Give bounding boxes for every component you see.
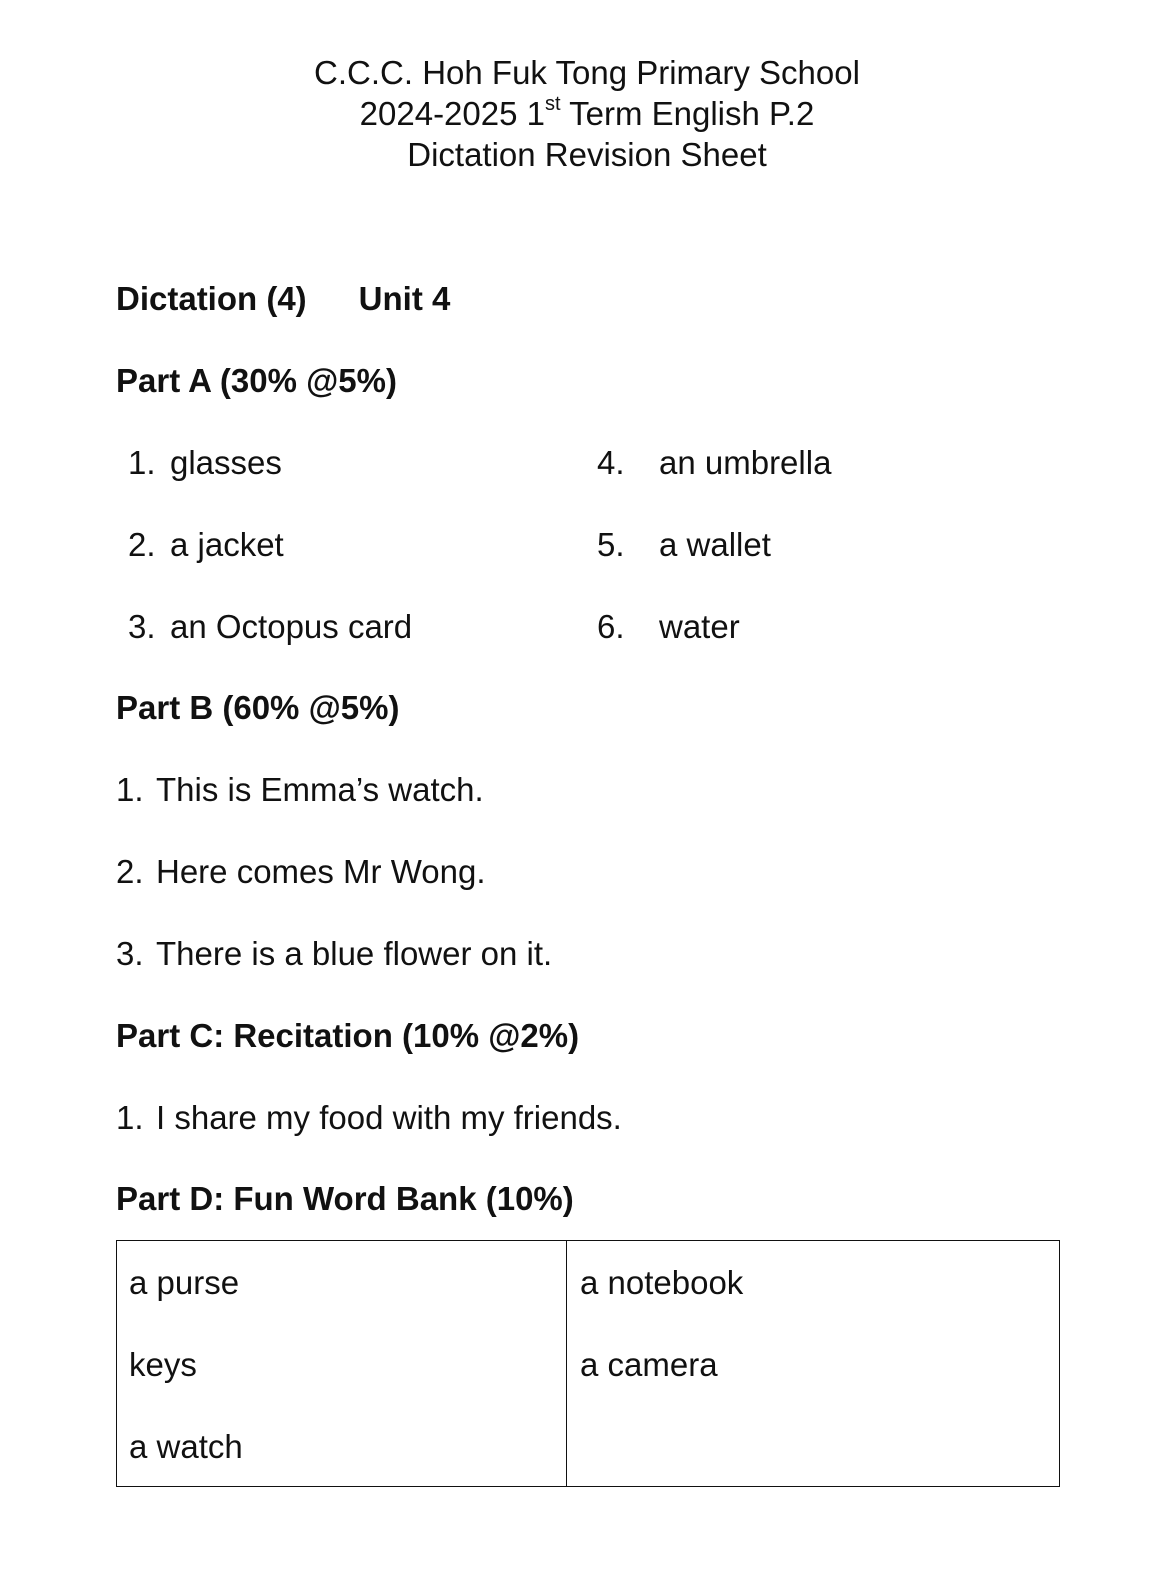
item-number: 3. <box>128 608 156 645</box>
word-bank-word: a notebook <box>580 1264 744 1301</box>
word-bank-word: keys <box>129 1346 197 1383</box>
sheet-title: Dictation Revision Sheet <box>407 136 767 173</box>
dictation-heading <box>116 279 450 319</box>
item-text: a jacket <box>170 526 284 563</box>
part-a-item <box>128 525 284 565</box>
item-text: glasses <box>170 444 282 481</box>
item-number: 6. <box>597 608 625 645</box>
item-text: I share my food with my friends. <box>156 1099 622 1136</box>
school-name: C.C.C. Hoh Fuk Tong Primary School <box>314 54 860 91</box>
item-number: 2. <box>116 853 144 890</box>
part-d-heading: Part D: Fun Word Bank (10%) <box>116 1180 574 1217</box>
part-c-item <box>116 1098 622 1138</box>
unit-label: Unit 4 <box>358 280 451 317</box>
item-number: 1. <box>116 771 144 808</box>
item-number: 1. <box>128 444 156 481</box>
item-number: 1. <box>116 1099 144 1136</box>
word-bank-right-column <box>567 1241 1059 1486</box>
item-text: There is a blue flower on it. <box>156 935 553 972</box>
item-text: water <box>659 608 740 645</box>
word-bank-left-column <box>117 1241 567 1486</box>
part-c-heading: Part C: Recitation (10% @2%) <box>116 1017 580 1054</box>
item-number: 2. <box>128 526 156 563</box>
item-text: a wallet <box>659 526 771 563</box>
term-prefix: 2024-2025 1 <box>359 95 545 132</box>
term-ordinal: st <box>545 93 561 115</box>
part-a-item <box>128 607 412 647</box>
dictation-label: Dictation (4) <box>116 280 307 317</box>
word-bank-word: a watch <box>129 1428 243 1465</box>
part-a-item <box>597 607 740 647</box>
part-b-heading: Part B (60% @5%) <box>116 689 400 726</box>
item-number: 5. <box>597 526 625 563</box>
item-text: This is Emma’s watch. <box>156 771 484 808</box>
item-number: 3. <box>116 935 144 972</box>
word-bank-word: a purse <box>129 1264 240 1301</box>
part-a-item <box>597 443 831 483</box>
term-line <box>0 93 1174 134</box>
document-header <box>0 52 1174 175</box>
item-number: 4. <box>597 444 625 481</box>
item-text: an umbrella <box>659 444 832 481</box>
part-b-item <box>116 770 484 810</box>
part-a-item <box>597 525 771 565</box>
part-a-item <box>128 443 282 483</box>
part-a-heading: Part A (30% @5%) <box>116 362 397 399</box>
term-suffix: Term English P.2 <box>560 95 815 132</box>
word-bank-table <box>116 1240 1060 1487</box>
part-b-item <box>116 934 552 974</box>
item-text: an Octopus card <box>170 608 413 645</box>
item-text: Here comes Mr Wong. <box>156 853 486 890</box>
part-b-item <box>116 852 485 892</box>
word-bank-word: a camera <box>580 1346 718 1383</box>
